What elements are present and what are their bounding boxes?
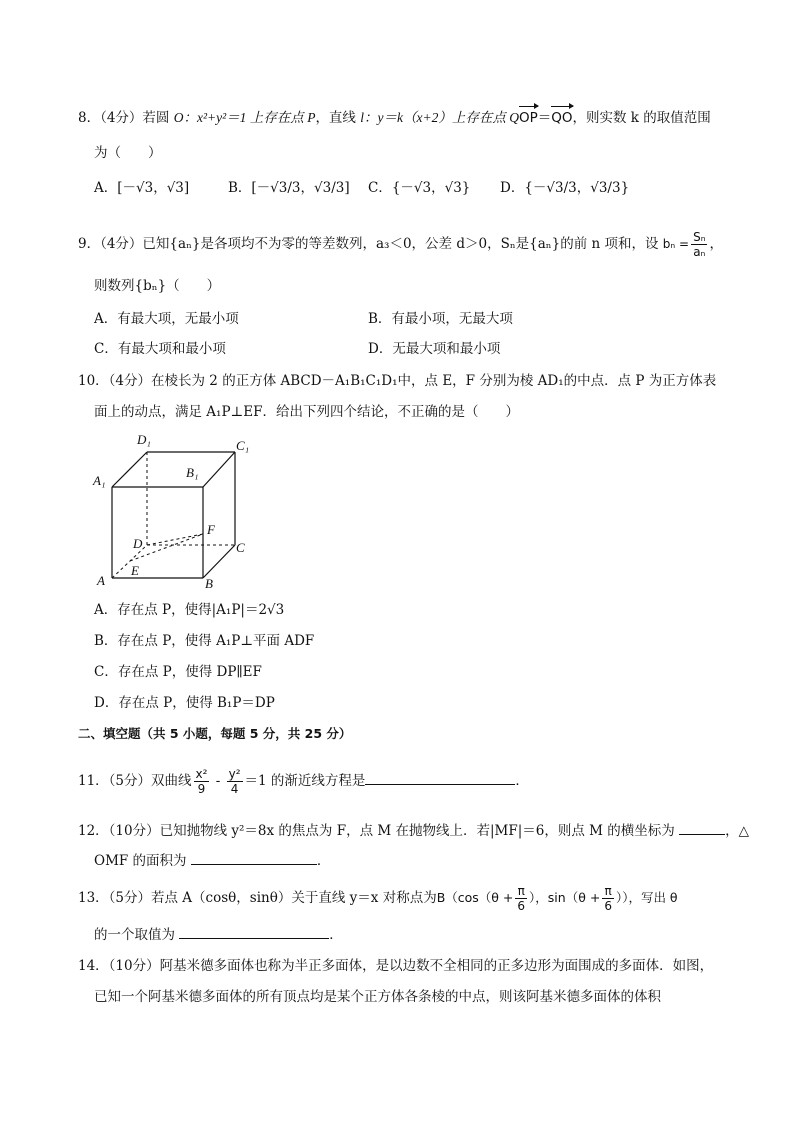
q8-suffix: ，则实数 k 的取值范围: [572, 110, 711, 126]
q11-fraction-x-denominator: 9: [197, 782, 206, 796]
q14-stem-line2: 已知一个阿基米德多面体的所有顶点均是某个正方体各条棱的中点，则该阿基米德多面体的体积: [94, 989, 661, 1005]
q8-option-c: C．{－√3，√3}: [368, 180, 471, 196]
q11-fraction-y: [227, 767, 243, 796]
section-title: 二、填空题（共 5 小题，每题 5 分，共 25 分）: [78, 726, 352, 741]
label-b: B: [205, 576, 213, 590]
q9-fraction-numerator: Sₙ: [693, 230, 706, 244]
q9-stem-line1: [78, 230, 723, 259]
q13-stem-line2: [94, 924, 343, 945]
q13-line2-end: ．: [329, 927, 343, 943]
q12-stem-text: 12．（10分）已知抛物线 y²＝8x 的焦点为 F，点 M 在抛物线上．若|MF|＝6，则点 M 的横坐标为: [78, 823, 675, 839]
q8-option-b: B．[－√3/3，√3/3]: [228, 180, 350, 196]
q8-equal-sign: ＝: [537, 110, 552, 126]
q13-fraction-2-numerator: π: [602, 884, 614, 899]
q8-line-equation: ：y＝k（x+2）上存在点: [364, 110, 510, 125]
q8-point-q: Q: [509, 110, 519, 125]
q10-option-c: C．存在点 P，使得 DP∥EF: [94, 664, 262, 680]
label-c1: C₁: [236, 438, 250, 453]
label-a: A: [97, 573, 105, 588]
q13-stem-text: 13．（5分）若点 A（cosθ，sinθ）关于直线 y＝x 对称点为: [78, 890, 437, 906]
segment-df: [147, 534, 203, 545]
label-a1: A₁: [93, 473, 106, 488]
q9-option-d: D．无最大项和最小项: [368, 341, 501, 357]
q13-stem-line2-text: 的一个取值为: [94, 927, 175, 943]
q9-fraction-denominator: aₙ: [693, 245, 706, 259]
q8-stem-line1: [78, 108, 711, 128]
q9-stem-line2: 则数列{bₙ}（ ）: [94, 278, 221, 294]
label-d: D: [133, 536, 143, 551]
q13-b-part1: B（cos（θ +: [436, 890, 514, 905]
label-f: F: [207, 522, 215, 537]
q13-fraction-1-numerator: π: [515, 884, 527, 899]
q10-option-d: D．存在点 P，使得 B₁P＝DP: [94, 695, 275, 711]
q12-answer-blank-2[interactable]: [191, 850, 317, 865]
q8-option-a: A．[－√3，√3]: [94, 180, 190, 196]
q11-fraction-y-denominator: 4: [230, 782, 239, 796]
q10-stem-line2: 面上的动点，满足 A₁P⊥EF．给出下列四个结论，不正确的是（ ）: [94, 404, 519, 420]
q11-fraction-x-numerator: x²: [195, 767, 208, 781]
q11-stem: [78, 767, 529, 796]
label-d1: D₁: [137, 432, 151, 447]
q8-circle-equation: ：x²+y²＝1 上存在点: [183, 110, 308, 125]
q10-option-b: B．存在点 P，使得 A₁P⊥平面 ADF: [94, 633, 315, 649]
q13-answer-blank[interactable]: [179, 924, 329, 939]
q11-prefix: 11．（5分）双曲线: [78, 773, 192, 789]
q9-option-c: C．有最大项和最小项: [94, 341, 226, 357]
q13-b-part3: ）），写出 θ: [615, 890, 678, 905]
q9-stem-text: 9．（4分）已知{aₙ}是各项均不为零的等差数列，a₃＜0，公差 d＞0，Sₙ是{aₙ}的前 n 项和，设: [78, 236, 659, 252]
q13-fraction-1-denominator: 6: [517, 899, 526, 913]
q9-option-b: B．有最小项，无最大项: [368, 311, 513, 327]
cube-figure: [90, 430, 260, 590]
q11-fraction-x: [194, 767, 210, 796]
q8-prefix: 8．（4分）若圆: [78, 110, 174, 126]
q13-stem-line1: [78, 884, 678, 913]
edge-bc: [203, 545, 235, 578]
q12-stem-line2-text: OMF 的面积为: [94, 853, 187, 869]
q12-answer-blank-1[interactable]: [679, 820, 725, 835]
q11-end: ．: [515, 773, 529, 789]
q11-fraction-y-numerator: y²: [228, 767, 241, 781]
q12-line2-end: ．: [316, 853, 331, 869]
edge-b1c1: [203, 452, 235, 487]
q8-stem-line2: 为（ ）: [94, 145, 162, 161]
q8-circle-name: O: [173, 110, 184, 125]
q8-vector-op: OP: [518, 110, 538, 126]
q13-b-part2: ），sin（θ +: [529, 890, 601, 905]
q14-stem-line1: 14．（10分）阿基米德多面体也称为半正多面体，是以边数不全相同的正多边形为面围成的多面体．如图，: [78, 958, 714, 974]
q9-comma: ，: [709, 236, 723, 252]
q8-point-p: P: [307, 110, 316, 125]
q11-suffix: ＝1 的渐近线方程是: [244, 773, 366, 789]
q8-vector-qo: QO: [551, 110, 573, 126]
q13-fraction-2-denominator: 6: [604, 899, 612, 913]
q12-stem-line1: [78, 820, 749, 841]
label-c: C: [236, 540, 245, 555]
q9-bn-lhs: bₙ =: [662, 237, 690, 251]
q11-answer-blank[interactable]: [365, 770, 515, 785]
q9-option-a: A．有最大项，无最小项: [94, 311, 239, 327]
q13-fraction-1: [515, 884, 527, 913]
q9-fraction: [691, 230, 707, 259]
q8-option-d: D．{－√3/3，√3/3}: [500, 180, 630, 196]
q11-minus: -: [211, 773, 225, 789]
q12-stem-line2: [94, 850, 330, 871]
label-e: E: [131, 563, 139, 578]
q10-stem-line1: 10．（4分）在棱长为 2 的正方体 ABCD－A₁B₁C₁D₁中，点 E，F 分别为棱 AD₁的中点．点 P 为正方体表: [78, 373, 717, 389]
q10-option-a: A．存在点 P，使得|A₁P|＝2√3: [94, 602, 285, 618]
label-b1: B₁: [186, 465, 199, 480]
edge-a1d1: [112, 452, 147, 487]
q8-line-name: l: [360, 110, 364, 125]
q8-mid-text: ，直线: [315, 110, 361, 126]
q13-fraction-2: [602, 884, 614, 913]
q12-line1-end: ，△: [725, 823, 749, 839]
